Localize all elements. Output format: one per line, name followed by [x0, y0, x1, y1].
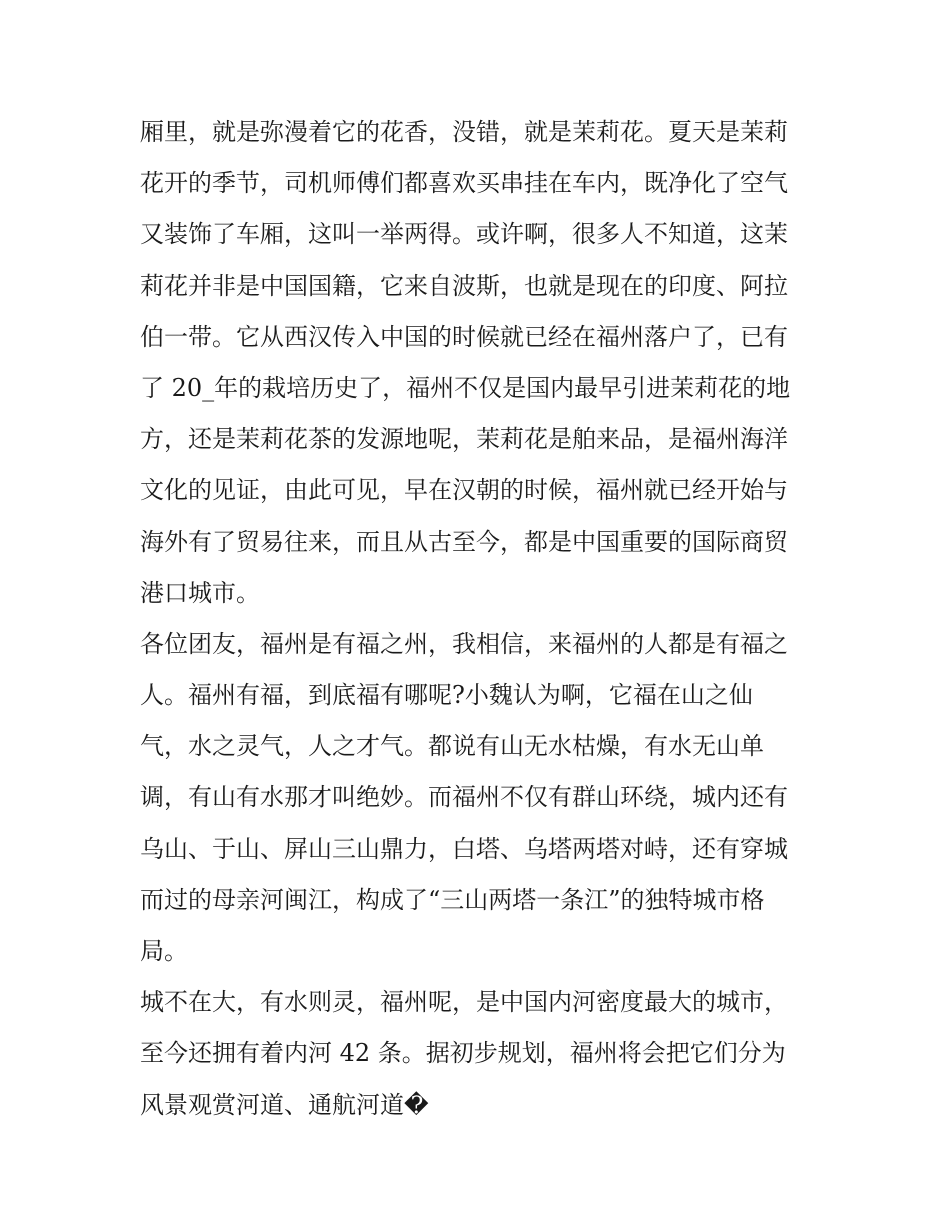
- text-line: 莉花并非是中国国籍，它来自波斯，也就是现在的印度、阿拉: [140, 271, 788, 300]
- text-line: 至今还拥有着内河 42 条。据初步规划，福州将会把它们分为: [140, 1039, 786, 1068]
- text-line: 方，还是茉莉花茶的发源地呢，茉莉花是舶来品，是福州海洋: [140, 425, 788, 454]
- text-line: 城不在大，有水则灵，福州呢，是中国内河密度最大的城市，: [140, 988, 788, 1017]
- text-line: 风景观赏河道、通航河道�: [140, 1090, 429, 1119]
- text-line: 花开的季节，司机师傅们都喜欢买串挂在车内，既净化了空气: [140, 169, 788, 198]
- text-line: 了 20_年的栽培历史了，福州不仅是国内最早引进茉莉花的地: [140, 373, 791, 402]
- text-line: 调，有山有水那才叫绝妙。而福州不仅有群山环绕，城内还有: [140, 783, 788, 812]
- text-line: 港口城市。: [140, 578, 260, 607]
- text-line: 而过的母亲河闽江，构成了“三山两塔一条江”的独特城市格: [140, 885, 765, 914]
- text-line: 厢里，就是弥漫着它的花香，没错，就是茉莉花。夏天是茉莉: [140, 118, 788, 146]
- text-line: 局。: [140, 937, 188, 965]
- text-line: 气，水之灵气，人之才气。都说有山无水枯燥，有水无山单: [140, 732, 764, 761]
- text-line: 海外有了贸易往来，而且从古至今，都是中国重要的国际商贸: [140, 527, 788, 556]
- text-line: 伯一带。它从西汉传入中国的时候就已经在福州落户了，已有: [140, 322, 788, 351]
- document-body: [140, 107, 820, 1131]
- text-line: 人。福州有福，到底福有哪呢?小魏认为啊，它福在山之仙: [140, 681, 753, 710]
- text-line: 文化的见证，由此可见，早在汉朝的时候，福州就已经开始与: [140, 476, 788, 505]
- text-line: 各位团友，福州是有福之州，我相信，来福州的人都是有福之: [140, 629, 788, 658]
- text-line: 乌山、于山、屏山三山鼎力，白塔、乌塔两塔对峙，还有穿城: [140, 834, 788, 863]
- text-line: 又装饰了车厢，这叫一举两得。或许啊，很多人不知道，这茉: [140, 220, 788, 249]
